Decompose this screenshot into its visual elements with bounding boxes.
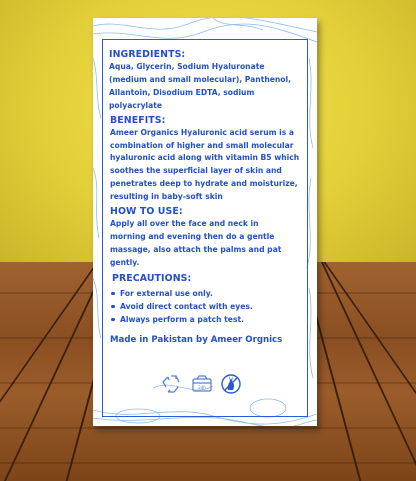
benefits-heading: BENEFITS: — [110, 114, 166, 126]
recycle-icon — [160, 373, 182, 399]
cruelty-free-rabbit-icon — [220, 373, 242, 399]
precautions-list — [109, 287, 305, 326]
skin-test-icon — [190, 375, 214, 399]
made-in-text: Made in Pakistan by Ameer Orgnics — [110, 334, 283, 345]
precaution-item: Always perform a patch test. — [109, 313, 305, 326]
ingredients-text: Aqua, Glycerin, Sodium Hyaluronate (medium and small molecular), Panthenol, Allantoin, Disodium EDTA, sodium polyacrylate — [109, 62, 292, 110]
how-to-use-text: Apply all over the face and neck in morning and evening then do a gentle massage, also attach the palms and pat gently. — [110, 219, 282, 267]
precautions-heading: PRECAUTIONS: — [112, 272, 192, 284]
precaution-item: For external use only. — [109, 287, 305, 300]
how-to-use-heading: HOW TO USE: — [110, 206, 183, 218]
certification-icons — [160, 373, 250, 395]
benefits-text: Ameer Organics Hyaluronic acid serum is a combination of higher and small molecular hyaluronic acid along with vitamin B5 which soothes the superficial layer of skin and penetrates deep to hydrate and moisturize, resulting in baby-soft skin — [110, 127, 300, 202]
svg-text:24h: 24h — [198, 385, 206, 390]
ingredients-heading: INGREDIENTS: — [109, 49, 186, 60]
product-info-card — [93, 18, 317, 426]
label-text-block — [109, 49, 305, 346]
precaution-item: Avoid direct contact with eyes. — [109, 300, 305, 313]
